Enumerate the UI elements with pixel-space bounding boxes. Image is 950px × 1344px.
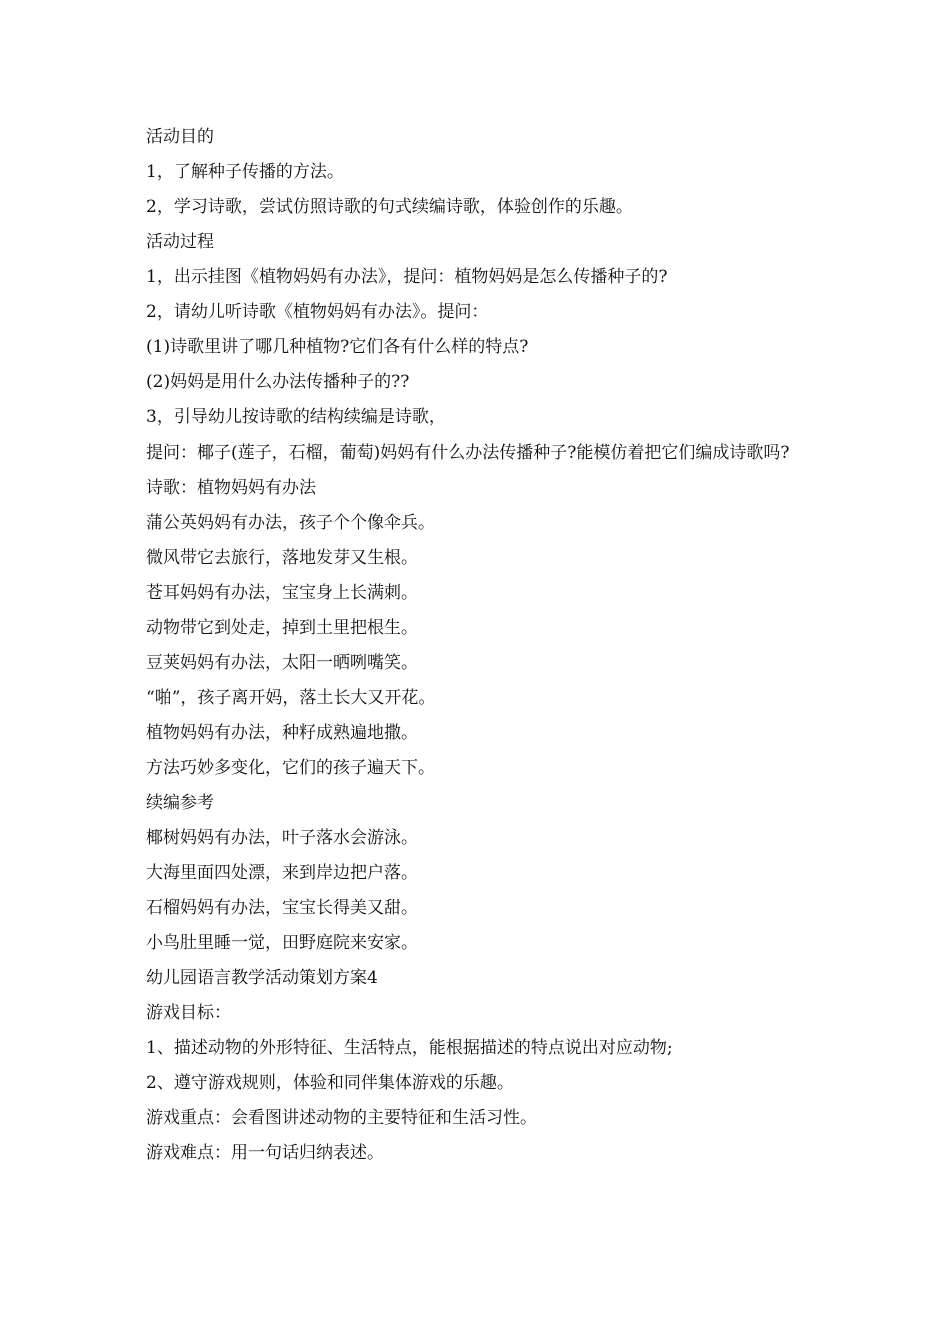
section-title-plan-4: 幼儿园语言教学活动策划方案4: [146, 968, 378, 988]
poem-line: 苍耳妈妈有办法，宝宝身上长满刺。: [146, 583, 418, 603]
poem-line: 小鸟肚里睡一觉，田野庭院来安家。: [146, 933, 418, 953]
poem-line: 大海里面四处漂，来到岸边把户落。: [146, 863, 418, 883]
section-heading-game-goals: 游戏目标：: [146, 1003, 231, 1023]
paragraph-line: 游戏重点：会看图讲述动物的主要特征和生活习性。: [146, 1108, 537, 1128]
section-heading-objectives: 活动目的: [146, 127, 214, 147]
paragraph-line: 1，出示挂图《植物妈妈有办法》，提问：植物妈妈是怎么传播种子的?: [146, 267, 668, 287]
paragraph-line: 2，学习诗歌，尝试仿照诗歌的句式续编诗歌，体验创作的乐趣。: [146, 197, 633, 217]
document-body: [146, 120, 826, 1171]
paragraph-line: (1)诗歌里讲了哪几种植物?它们各有什么样的特点?: [146, 337, 529, 357]
poem-line: 石榴妈妈有办法，宝宝长得美又甜。: [146, 898, 418, 918]
paragraph-line: 2，请幼儿听诗歌《植物妈妈有办法》。提问：: [146, 302, 489, 322]
poem-line: 椰树妈妈有办法，叶子落水会游泳。: [146, 828, 418, 848]
poem-line: 植物妈妈有办法，种籽成熟遍地撒。: [146, 723, 418, 743]
poem-line: 动物带它到处走，掉到土里把根生。: [146, 618, 418, 638]
paragraph-line: 3，引导幼儿按诗歌的结构续编是诗歌，: [146, 407, 446, 427]
poem-line: 微风带它去旅行，落地发芽又生根。: [146, 548, 418, 568]
paragraph-line: 2、遵守游戏规则，体验和同伴集体游戏的乐趣。: [146, 1073, 514, 1093]
poem-line: 豆荚妈妈有办法，太阳一晒咧嘴笑。: [146, 653, 418, 673]
section-heading-continuation: 续编参考: [146, 793, 214, 813]
paragraph-line: (2)妈妈是用什么办法传播种子的??: [146, 372, 410, 392]
poem-line: 蒲公英妈妈有办法，孩子个个像伞兵。: [146, 513, 435, 533]
section-heading-process: 活动过程: [146, 232, 214, 252]
poem-line: 方法巧妙多变化，它们的孩子遍天下。: [146, 758, 435, 778]
poem-line: “啪”，孩子离开妈，落土长大又开花。: [146, 688, 436, 708]
paragraph-line: 1，了解种子传播的方法。: [146, 162, 344, 182]
poem-title: 诗歌：植物妈妈有办法: [146, 478, 316, 498]
paragraph-line: 1、描述动物的外形特征、生活特点，能根据描述的特点说出对应动物;: [146, 1038, 673, 1058]
paragraph-line-wrapped: 提问：椰子(莲子，石榴，葡萄)妈妈有什么办法传播种子?能模仿着把它们编成诗歌吗?: [146, 443, 790, 463]
paragraph-line: 游戏难点：用一句话归纳表述。: [146, 1143, 384, 1163]
